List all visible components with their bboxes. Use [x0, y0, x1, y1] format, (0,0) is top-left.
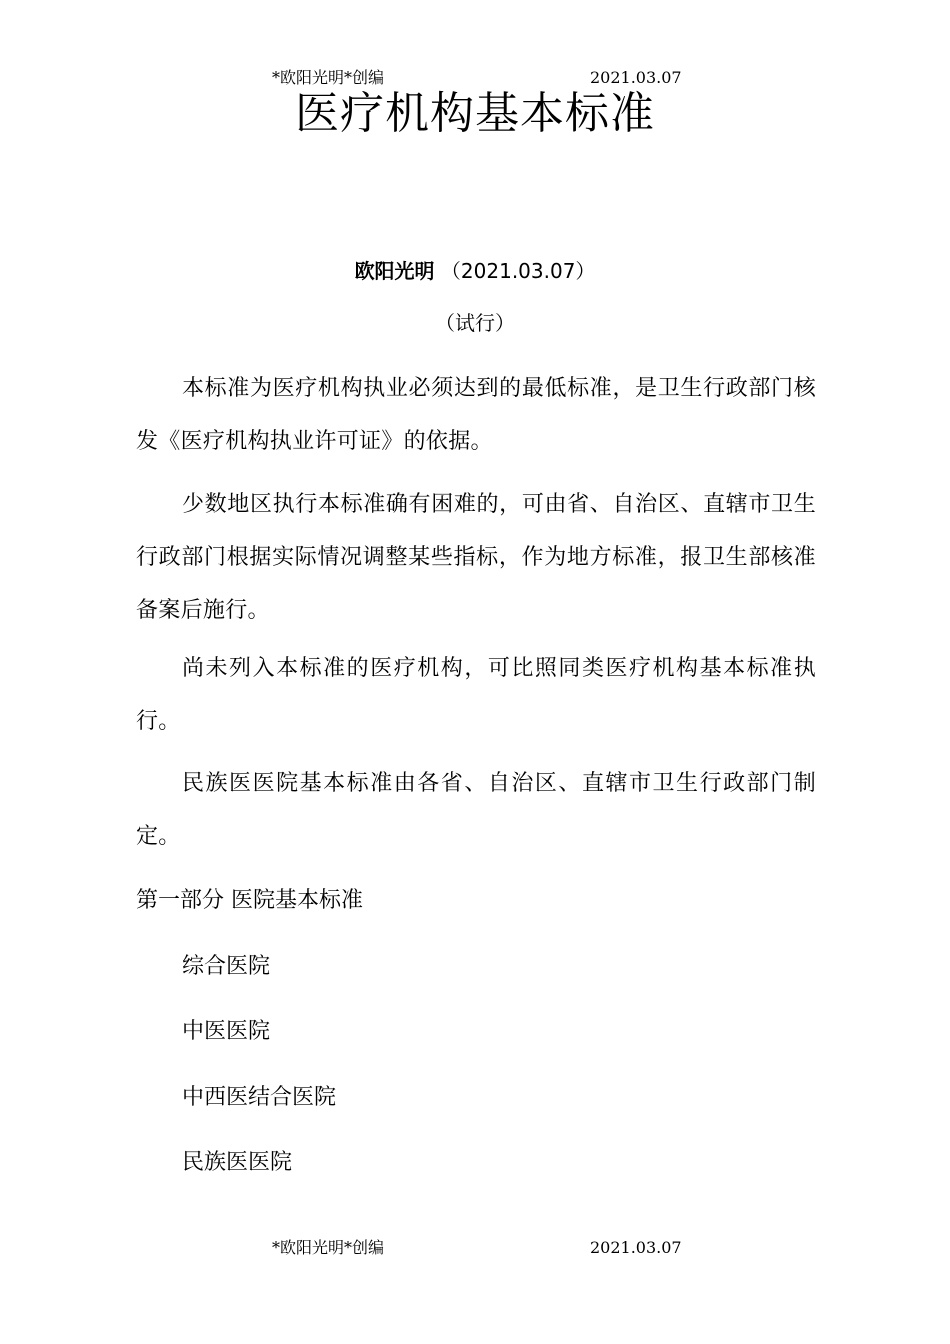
author-name: 欧阳光明 — [354, 259, 435, 283]
paragraph: 少数地区执行本标准确有困难的，可由省、自治区、直辖市卫生行政部门根据实际情况调整某些指标，作为地方标准，报卫生部核准备案后施行。 — [136, 492, 816, 623]
document-title: 医疗机构基本标准 — [295, 88, 655, 139]
footer-date: 2021.03.07 — [590, 1238, 682, 1257]
header-date: 2021.03.07 — [590, 68, 682, 87]
list-item: 中西医结合医院 — [182, 1085, 337, 1110]
list-item: 中医医院 — [182, 1019, 271, 1044]
paragraph: 民族医医院基本标准由各省、自治区、直辖市卫生行政部门制定。 — [136, 771, 816, 849]
paragraph: 本标准为医疗机构执业必须达到的最低标准，是卫生行政部门核发《医疗机构执业许可证》的依据。 — [136, 376, 816, 454]
section-heading: 第一部分 医院基本标准 — [136, 888, 363, 913]
author-date: （2021.03.07） — [440, 259, 596, 283]
footer-author-note: *欧阳光明*创编 — [272, 1238, 385, 1257]
list-item: 民族医医院 — [182, 1150, 293, 1175]
paragraph: 尚未列入本标准的医疗机构，可比照同类医疗机构基本标准执行。 — [136, 656, 816, 734]
trial-status: （试行） — [435, 311, 515, 335]
list-item: 综合医院 — [182, 954, 271, 979]
header-author-note: *欧阳光明*创编 — [272, 68, 385, 87]
author-line — [0, 256, 950, 286]
